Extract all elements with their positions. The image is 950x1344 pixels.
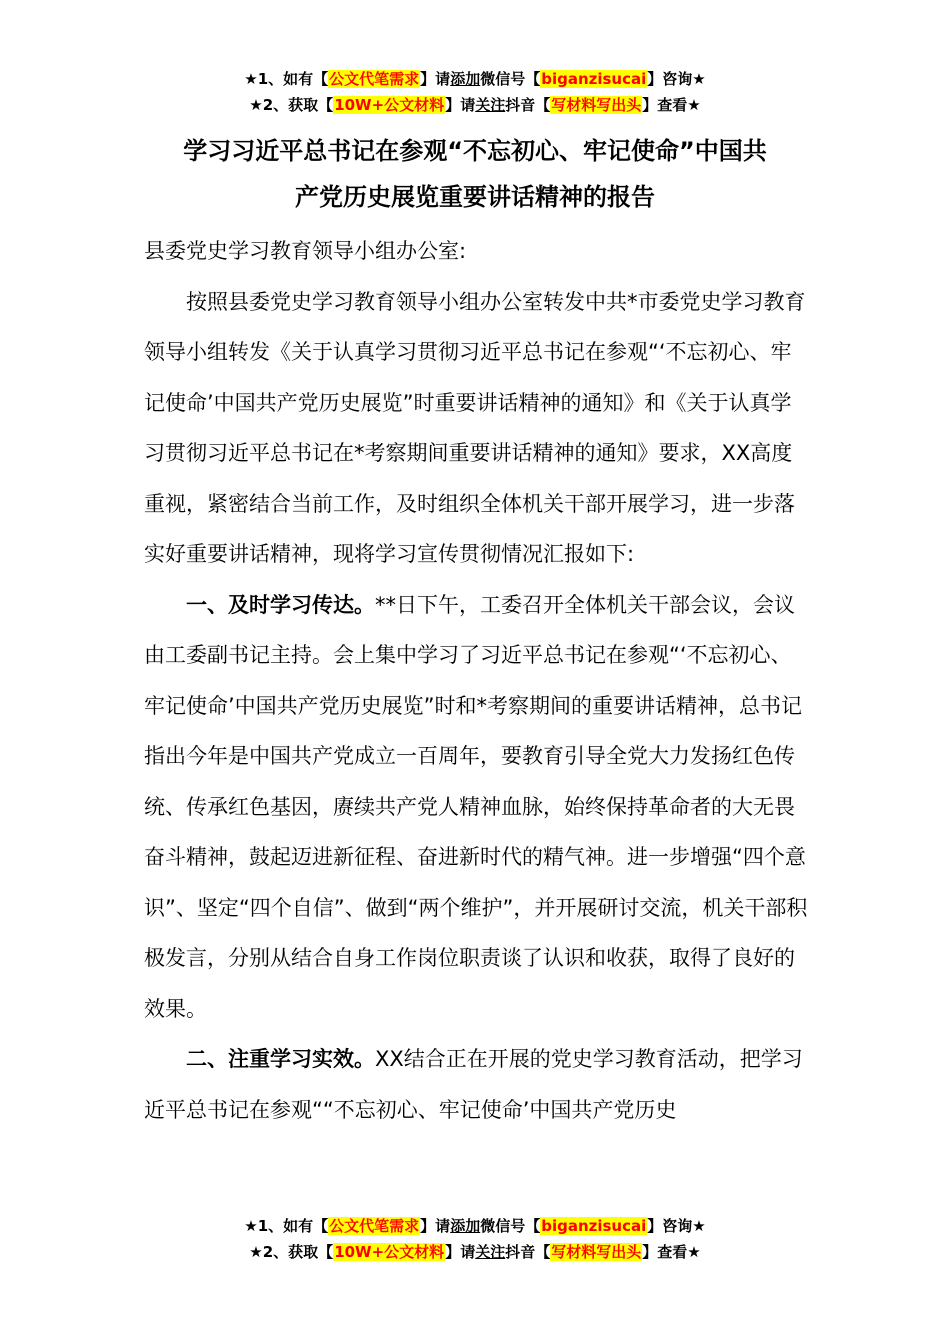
top-banner [0,66,950,118]
document-body [144,226,808,1135]
banner-line-2: ★2、获取【10W+公文材料】请关注抖音【写材料写出头】查看★ [249,1243,701,1261]
banner-highlight-materials: 10W+公文材料 [334,1243,445,1261]
banner-highlight-wechat-id: biganzisucai [541,1217,647,1235]
title-line-1: 学习习近平总书记在参观“不忘初心、牢记使命”中国共 [183,137,767,165]
banner-highlight-materials: 10W+公文材料 [334,96,445,114]
banner-highlight-douyin: 写材料写出头 [551,96,642,114]
section-2-heading: 二、注重学习实效。 [186,1047,375,1071]
section-1-paragraph [144,580,808,1035]
banner-line-1: ★1、如有【公文代笔需求】请添加微信号【biganzisucai】咨询★ [244,1217,706,1235]
section-1-text: **日下午，工委召开全体机关干部会议，会议由工委副书记主持。会上集中学习了习近平总书记在参观“‘不忘初心、牢记使命’中国共产党历史展览”时和*考察期间的重要讲话精神，总书记指出今年是中国共产党成立一百周年，要教育引导全党大力发扬红色传统、传承红色基因，赓续共产党人精神血脉，始终保持革命者的大无畏奋斗精神，鼓起迈进新征程、奋进新时代的精气神。进一步增强“四个意识”、坚定“四个自信”、做到“两个维护”，并开展研讨交流，机关干部积极发言，分别从结合自身工作岗位职责谈了认识和收获，取得了良好的效果。 [144,592,808,1021]
section-1-heading: 一、及时学习传达。 [186,592,375,617]
intro-paragraph: 按照县委党史学习教育领导小组办公室转发中共*市委党史学习教育领导小组转发《关于认真学习贯彻习近平总书记在参观“‘不忘初心、牢记使命’中国共产党历史展览”时重要讲话精神的通知》和《关于认真学习贯彻习近平总书记在*考察期间重要讲话精神的通知》要求，XX高度重视，紧密结合当前工作，及时组织全体机关干部开展学习，进一步落实好重要讲话精神，现将学习宣传贯彻情况汇报如下: [144,289,806,566]
banner-line-2: ★2、获取【10W+公文材料】请关注抖音【写材料写出头】查看★ [249,96,701,114]
banner-highlight-douyin: 写材料写出头 [551,1243,642,1261]
banner-line-1: ★1、如有【公文代笔需求】请添加微信号【biganzisucai】咨询★ [244,70,706,88]
salutation: 县委党史学习教育领导小组办公室: [144,239,467,263]
banner-highlight-service: 公文代笔需求 [329,1217,420,1235]
banner-highlight-service: 公文代笔需求 [329,70,420,88]
document-title [120,128,830,220]
section-2-paragraph [144,1034,808,1135]
title-line-2: 产党历史展览重要讲话精神的报告 [295,183,655,211]
banner-highlight-wechat-id: biganzisucai [541,70,647,88]
bottom-banner [0,1213,950,1265]
section-2-text: XX结合正在开展的党史学习教育活动，把学习近平总书记在参观““不忘初心、牢记使命’中国共产党历史 [144,1047,803,1122]
